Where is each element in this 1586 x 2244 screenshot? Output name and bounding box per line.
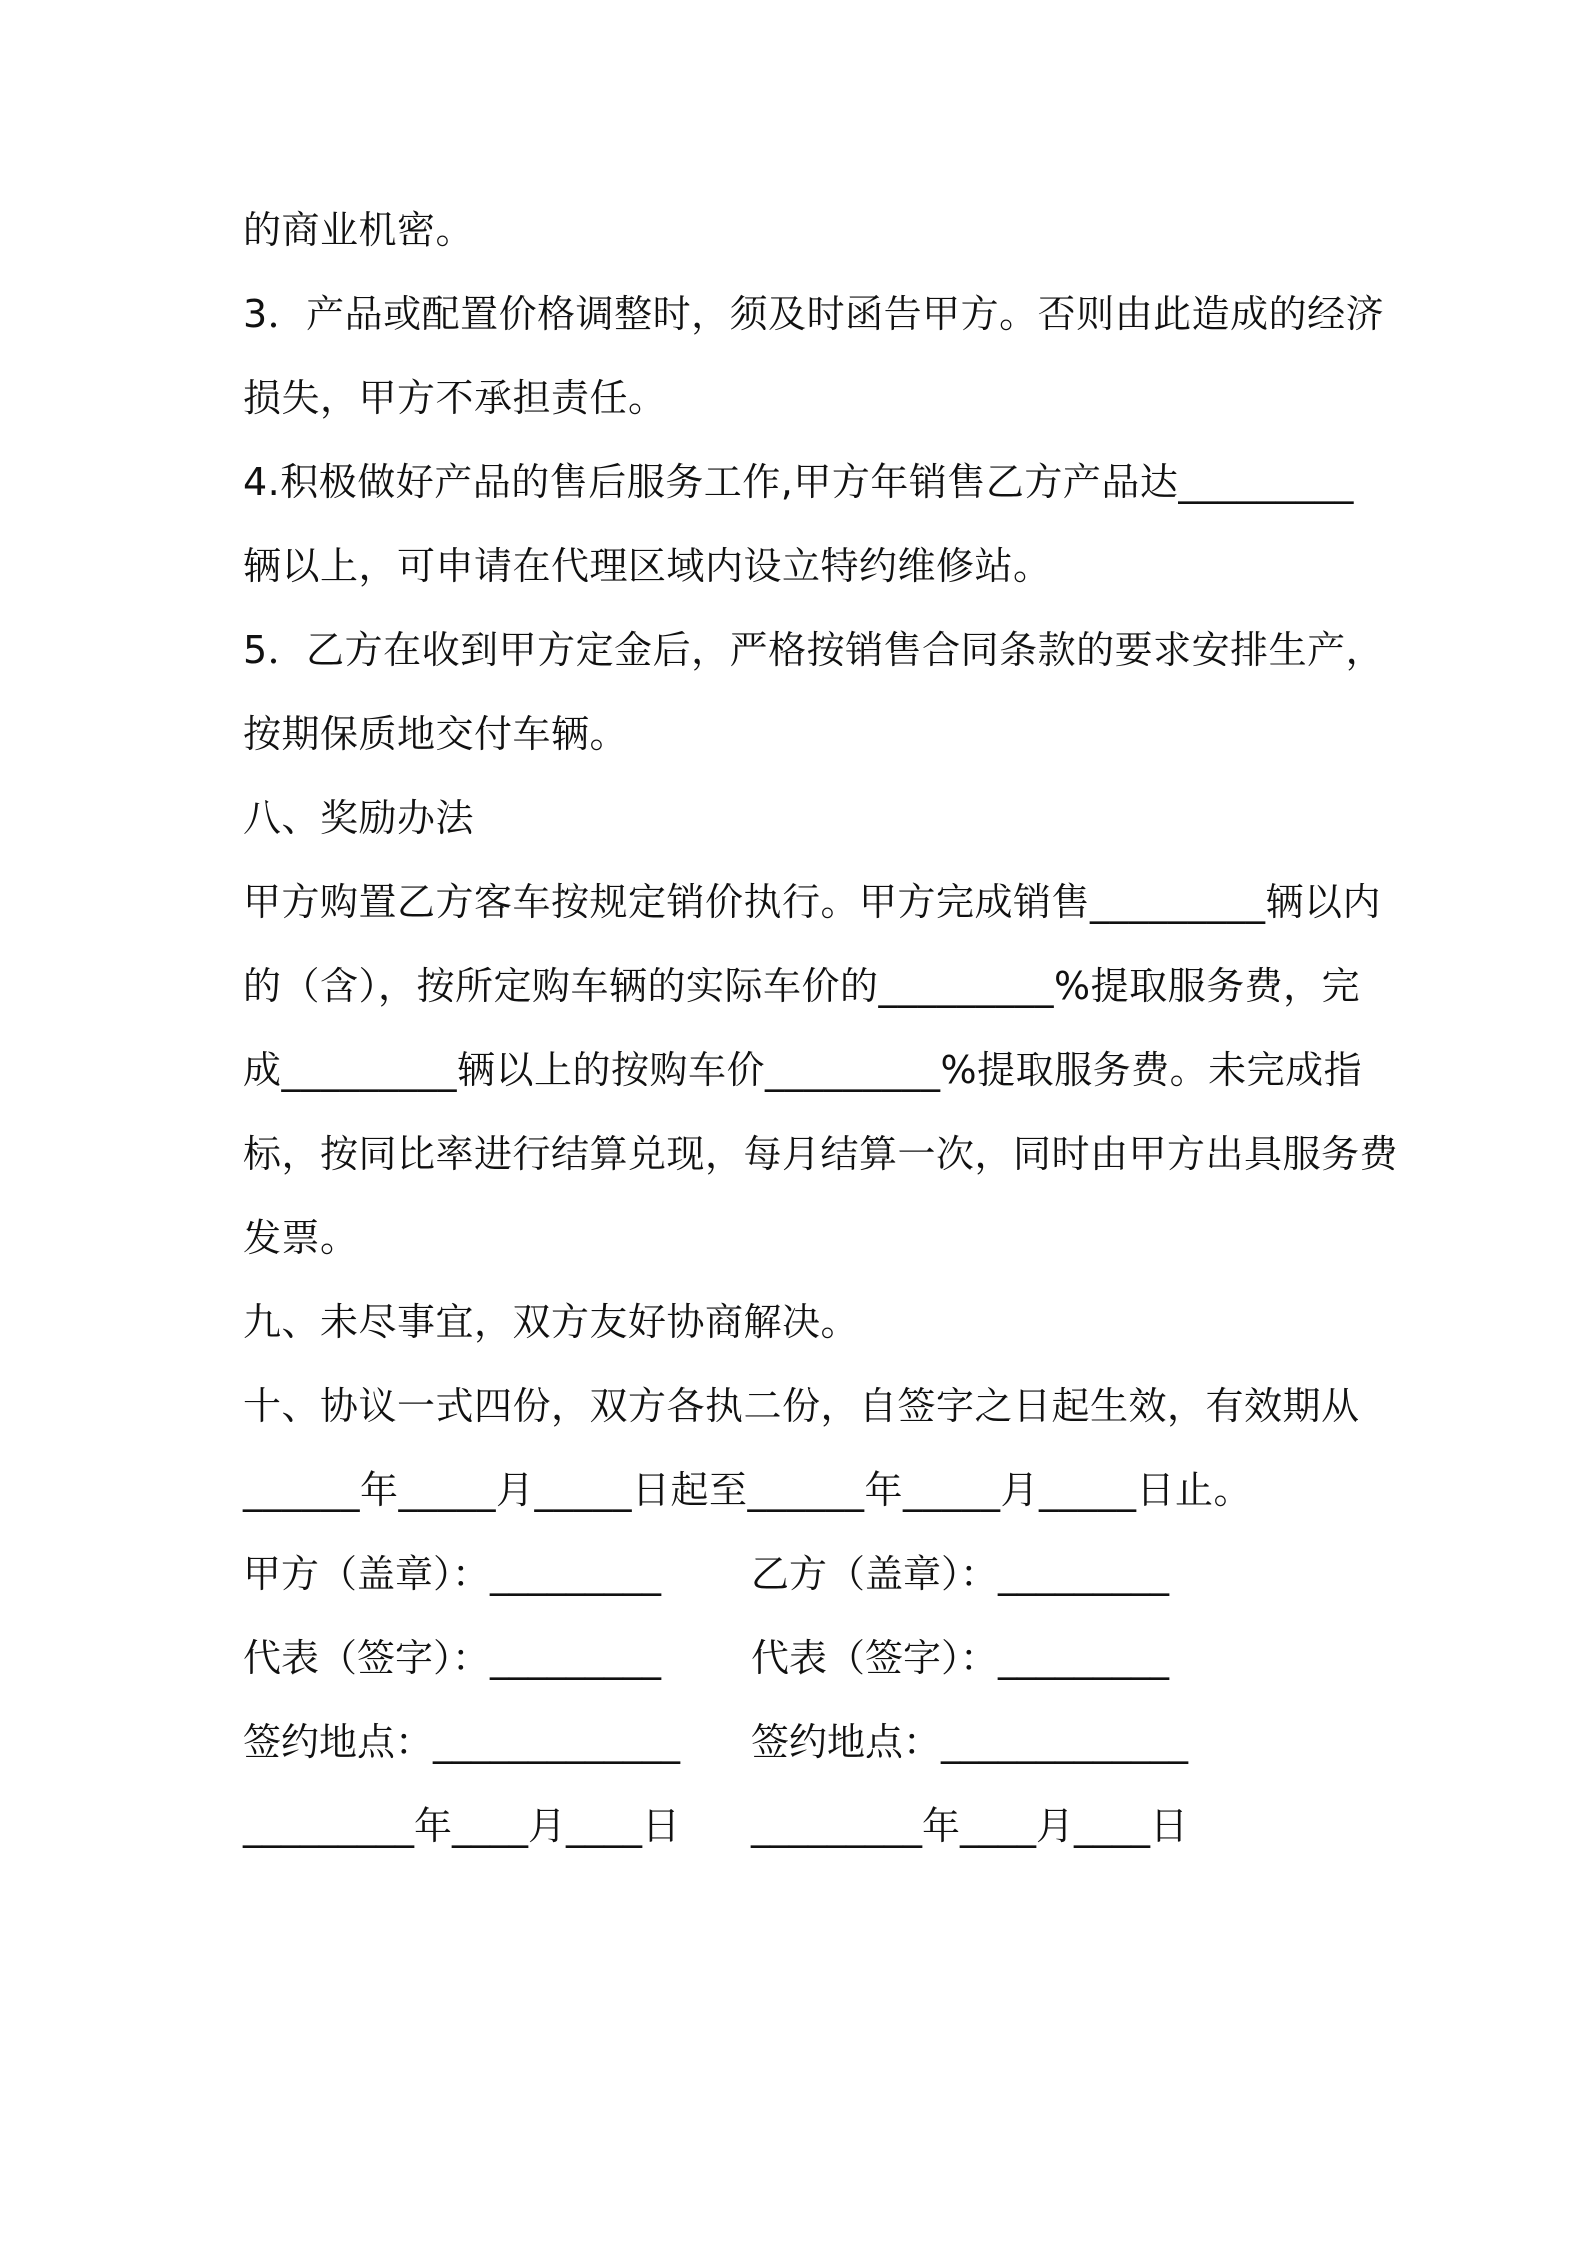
clause-5-line-2: 按期保质地交付车辆。 <box>243 712 629 756</box>
party-a-representative: 代表（签字）：_________ <box>243 1636 662 1680</box>
clause-4-line-2: 辆以上，可申请在代理区域内设立特约维修站。 <box>243 544 1052 588</box>
signature-row-seal <box>243 1532 1363 1616</box>
party-b-seal: 乙方（盖章）：_________ <box>751 1552 1170 1596</box>
clause-4-line-1: 4.积极做好产品的售后服务工作,甲方年销售乙方产品达_________ <box>243 460 1354 504</box>
signature-row-representative <box>243 1616 1363 1700</box>
party-a-location: 签约地点：_____________ <box>243 1720 681 1764</box>
text-line: 的商业机密。 <box>243 208 475 252</box>
clause-3-line-1: 3．产品或配置价格调整时，须及时函告甲方。否则由此造成的经济 <box>243 292 1385 336</box>
clause-5-line-1: 5．乙方在收到甲方定金后，严格按销售合同条款的要求安排生产， <box>243 628 1385 672</box>
section-8-heading: 八、奖励办法 <box>243 796 475 840</box>
section-10-line-2: ______年_____月_____日起至______年_____月_____日止。 <box>243 1468 1253 1512</box>
clause-3-line-2: 损失，甲方不承担责任。 <box>243 376 667 420</box>
section-10-line-1: 十、协议一式四份，双方各执二份，自签字之日起生效，有效期从 <box>243 1384 1360 1428</box>
section-8-line-3: 成_________辆以上的按购车价_________%提取服务费。未完成指 <box>243 1048 1363 1092</box>
party-a-seal: 甲方（盖章）：_________ <box>243 1552 662 1596</box>
signature-row-date <box>243 1784 1363 1868</box>
party-b-date: _________年____月____日 <box>751 1804 1189 1848</box>
section-8-line-1: 甲方购置乙方客车按规定销价执行。甲方完成销售_________辆以内 <box>243 880 1382 924</box>
section-8-line-2: 的（含），按所定购车辆的实际车价的_________%提取服务费，完 <box>243 964 1361 1008</box>
section-8-line-4: 标，按同比率进行结算兑现，每月结算一次，同时由甲方出具服务费 <box>243 1132 1399 1176</box>
party-b-location: 签约地点：_____________ <box>751 1720 1189 1764</box>
section-8-line-5: 发票。 <box>243 1216 359 1260</box>
contract-body <box>243 188 1399 1868</box>
party-a-date: _________年____月____日 <box>243 1804 681 1848</box>
signature-row-location <box>243 1700 1363 1784</box>
section-9: 九、未尽事宜，双方友好协商解决。 <box>243 1300 860 1344</box>
party-b-representative: 代表（签字）：_________ <box>751 1636 1170 1680</box>
